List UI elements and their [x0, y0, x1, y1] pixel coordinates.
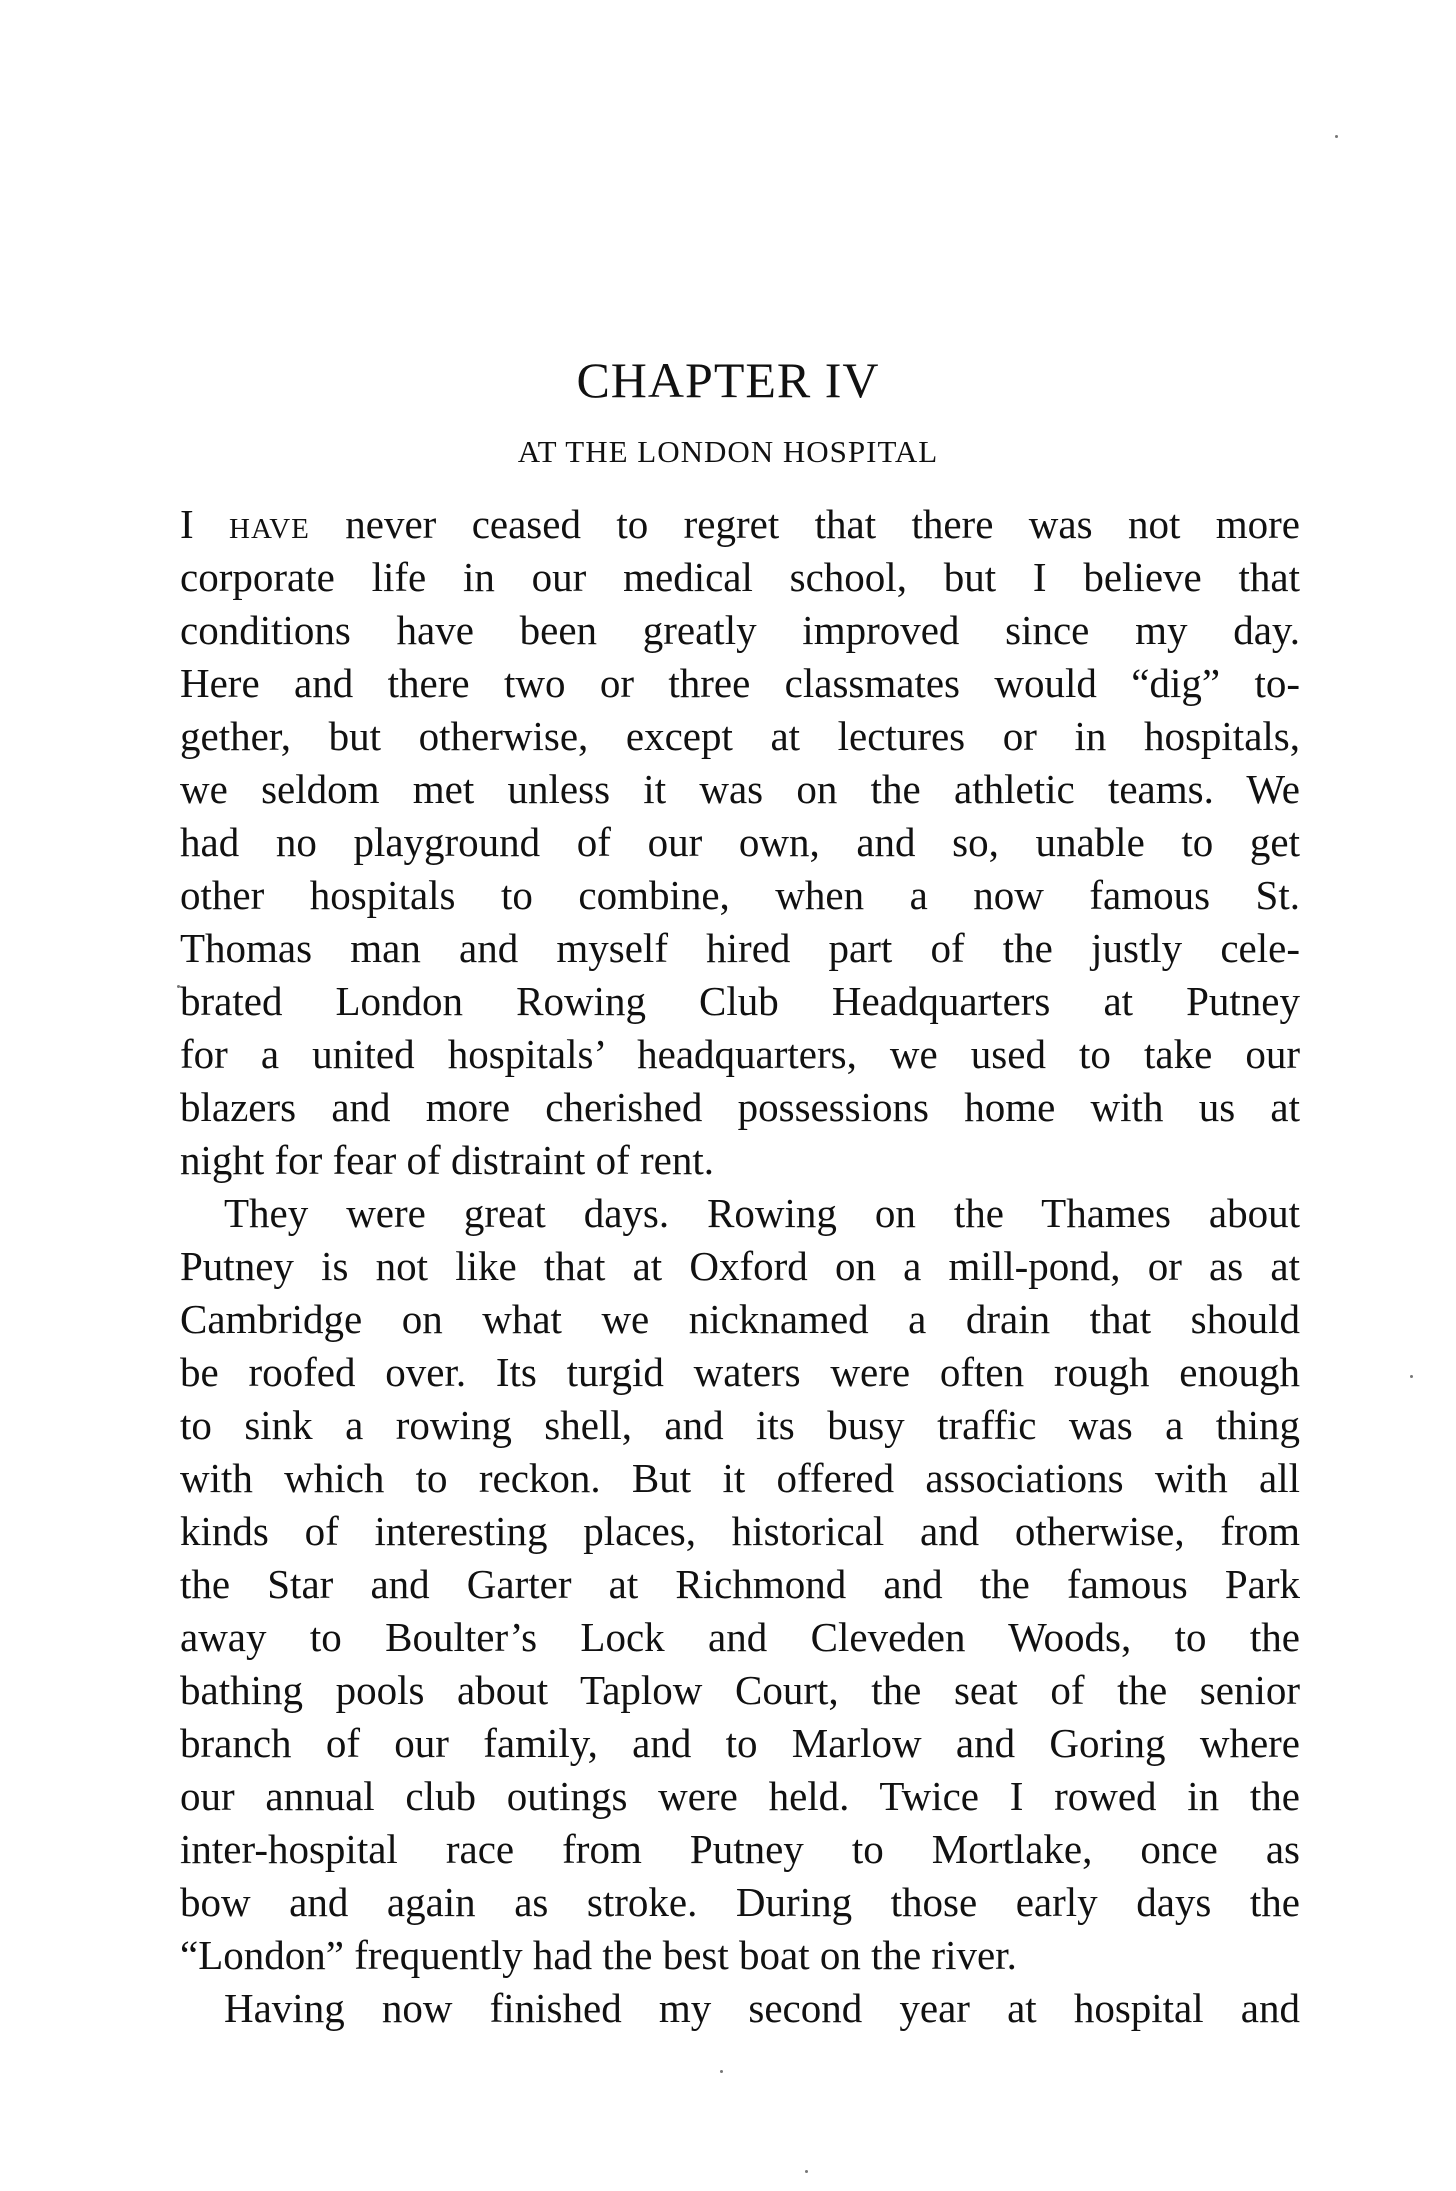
paragraph-2 [180, 1187, 1300, 1982]
paragraph-1-line-1-rest: never ceased to regret that there was not more [309, 501, 1300, 547]
paragraph-2-line-10: bathing pools about Taplow Court, the seat of the senior [180, 1667, 1300, 1713]
paragraph-3-line-1: Having now finished my second year at hospital and [224, 1985, 1300, 2031]
paragraph-1 [180, 498, 1300, 1187]
paragraph-2-line-1: They were great days. Rowing on the Thames about [224, 1190, 1300, 1236]
paragraph-2-line-8: the Star and Garter at Richmond and the famous Park [180, 1561, 1300, 1607]
paragraph-2-line-6: with which to reckon. But it offered associations with all [180, 1455, 1300, 1501]
paragraph-1-line-13: night for fear of distraint of rent. [180, 1137, 714, 1183]
paragraph-1-line-5: gether, but otherwise, except at lectures or in hospitals, [180, 713, 1300, 759]
paragraph-2-line-3: Cambridge on what we nicknamed a drain that should [180, 1296, 1300, 1342]
paragraph-2-line-2: Putney is not like that at Oxford on a mill-pond, or as at [180, 1243, 1300, 1289]
paragraph-1-line-9: Thomas man and myself hired part of the justly cele- [180, 925, 1300, 971]
paragraph-2-line-9: away to Boulter’s Lock and Cleveden Woods, to the [180, 1614, 1300, 1660]
paragraph-3 [180, 1982, 1300, 2035]
paragraph-1-line-6: we seldom met unless it was on the athletic teams. We [180, 766, 1300, 812]
paragraph-1-line-4: Here and there two or three classmates would “dig” to- [180, 660, 1300, 706]
paragraph-1-line-3: conditions have been greatly improved since my day. [180, 607, 1300, 653]
lead-word: I [180, 501, 230, 547]
paragraph-2-line-14: bow and again as stroke. During those early days the [180, 1879, 1300, 1925]
paragraph-1-line-2: corporate life in our medical school, but I believe that [180, 554, 1300, 600]
chapter-title: CHAPTER IV [576, 352, 880, 408]
scan-speck [1410, 1375, 1413, 1378]
paragraph-2-line-11: branch of our family, and to Marlow and Goring where [180, 1720, 1300, 1766]
paragraph-2-line-7: kinds of interesting places, historical and otherwise, from [180, 1508, 1300, 1554]
paragraph-1-line-7: had no playground of our own, and so, unable to get [180, 819, 1300, 865]
scan-speck [805, 2170, 808, 2173]
paragraph-1-line-12: blazers and more cherished possessions home with us at [180, 1084, 1300, 1130]
lead-smallcaps: have [229, 501, 310, 547]
paragraph-1-line-8: other hospitals to combine, when a now famous St. [180, 872, 1300, 918]
paragraph-2-line-5: to sink a rowing shell, and its busy traffic was a thing [180, 1402, 1300, 1448]
paragraph-2-line-15: “London” frequently had the best boat on the river. [180, 1932, 1017, 1978]
paragraph-1-line-1 [180, 498, 1300, 551]
paragraph-2-line-12: our annual club outings were held. Twice I rowed in the [180, 1773, 1300, 1819]
body-text [180, 498, 1300, 2035]
chapter-subtitle: AT THE LONDON HOSPITAL [517, 434, 939, 469]
scan-speck [720, 2070, 723, 2073]
paragraph-1-line-11: for a united hospitals’ headquarters, we used to take our [180, 1031, 1300, 1077]
paragraph-1-line-10: brated London Rowing Club Headquarters at Putney [180, 978, 1300, 1024]
scan-speck [177, 985, 180, 988]
paragraph-2-line-13: inter-hospital race from Putney to Mortlake, once as [180, 1826, 1300, 1872]
paragraph-2-line-4: be roofed over. Its turgid waters were often rough enough [180, 1349, 1300, 1395]
scan-speck [1335, 135, 1338, 138]
